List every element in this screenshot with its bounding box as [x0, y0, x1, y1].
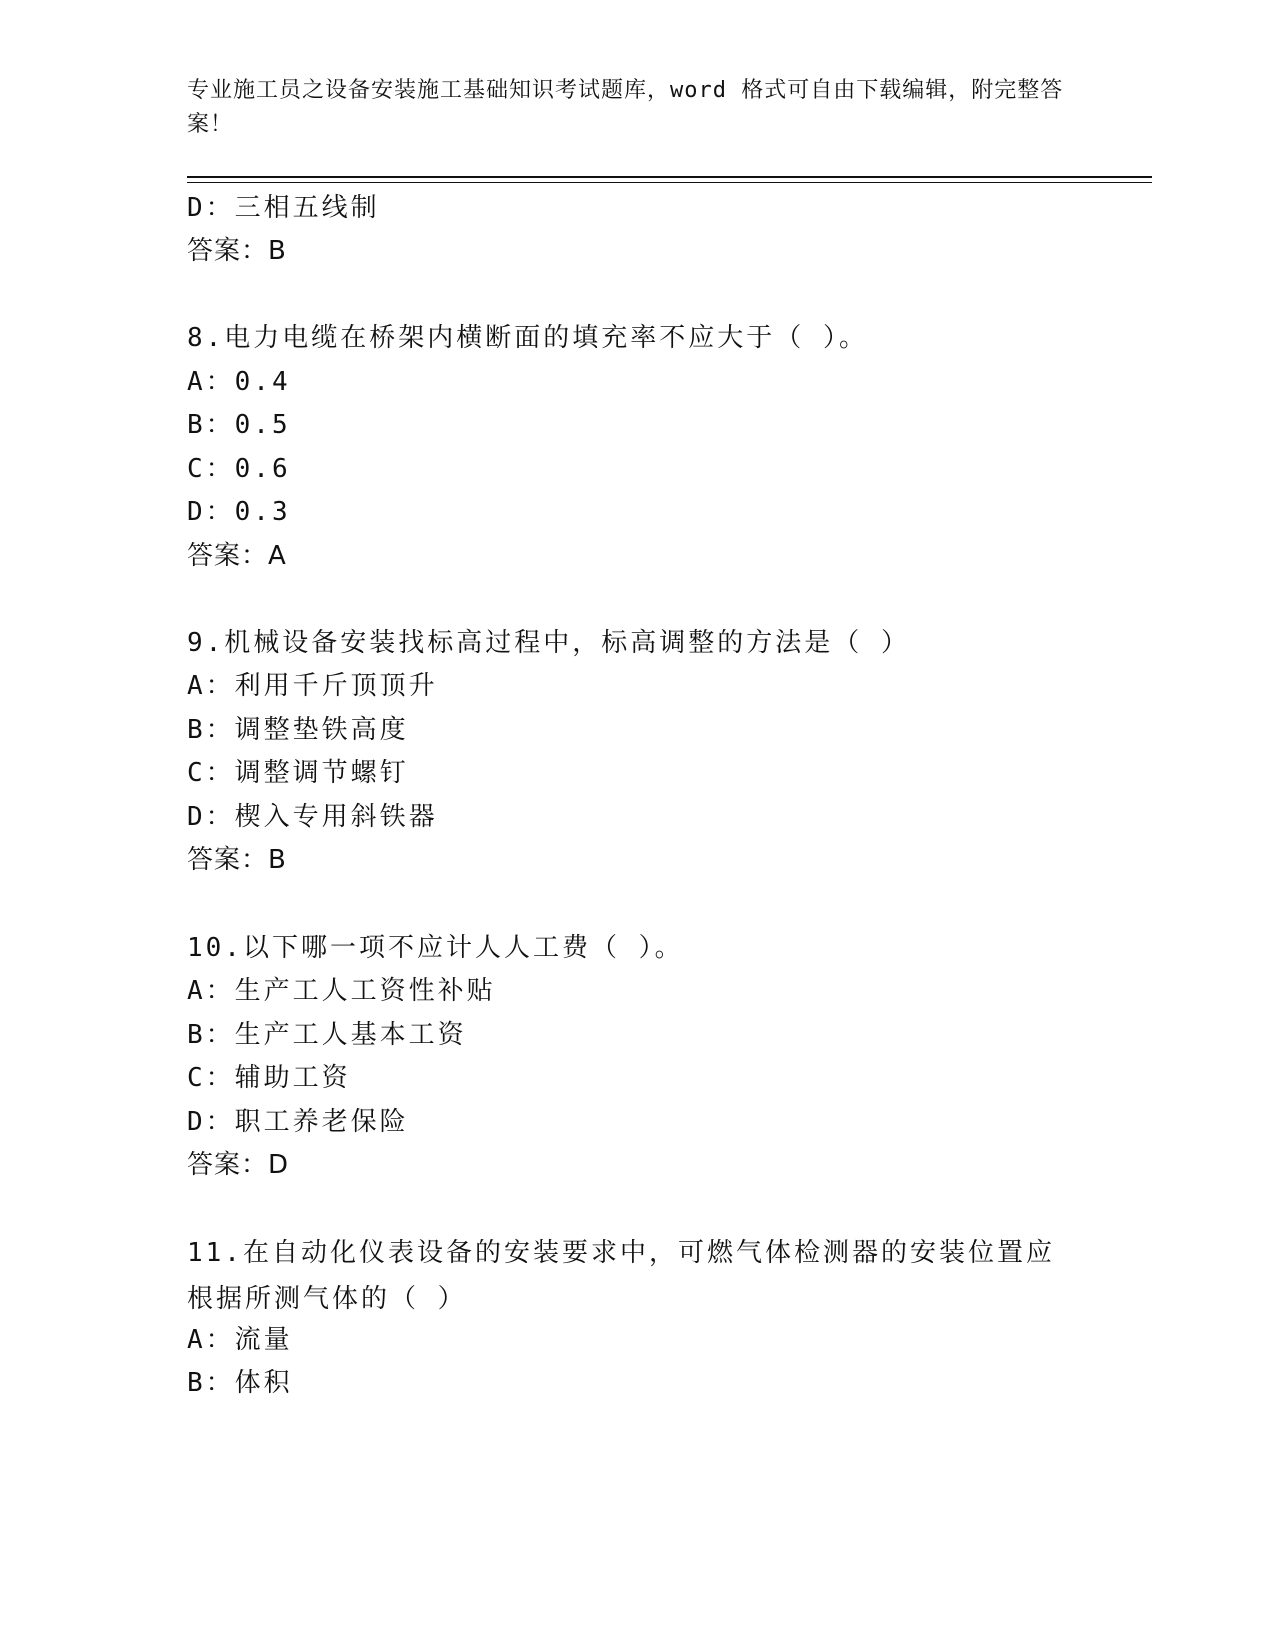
q11-option-a: A：流量 — [187, 1325, 293, 1355]
q8-option-a: A：0.4 — [187, 367, 291, 397]
header-divider-thick — [187, 176, 1152, 178]
q9-stem: 9.机械设备安装找标高过程中，标高调整的方法是（ ） — [187, 628, 910, 658]
q10-stem: 10.以下哪一项不应计人人工费（ ）。 — [187, 933, 684, 963]
q9-option-c: C：调整调节螺钉 — [187, 758, 409, 788]
q8-option-c: C：0.6 — [187, 454, 291, 484]
q9-option-d: D：楔入专用斜铁器 — [187, 802, 438, 832]
header-divider-thin — [187, 182, 1152, 183]
q8-stem: 8.电力电缆在桥架内横断面的填充率不应大于（ ）。 — [187, 323, 868, 353]
q8-option-d: D：0.3 — [187, 497, 291, 527]
q7-option-d: D：三相五线制 — [187, 193, 380, 223]
q10-option-a: A：生产工人工资性补贴 — [187, 976, 496, 1006]
q11-stem: 11.在自动化仪表设备的安装要求中，可燃气体检测器的安装位置应根据所测气体的（ ） — [187, 1238, 1055, 1314]
q10-answer: 答案：D — [187, 1150, 290, 1180]
q7-answer: 答案：B — [187, 236, 287, 266]
q10-option-b: B：生产工人基本工资 — [187, 1020, 467, 1050]
q11-option-b: B：体积 — [187, 1368, 293, 1398]
q9-answer: 答案：B — [187, 845, 287, 875]
q9-option-b: B：调整垫铁高度 — [187, 715, 409, 745]
q8-answer: 答案：A — [187, 541, 287, 571]
document-header: 专业施工员之设备安装施工基础知识考试题库，word 格式可自由下载编辑，附完整答案！ — [187, 78, 1064, 137]
q8-option-b: B：0.5 — [187, 410, 291, 440]
q10-option-c: C：辅助工资 — [187, 1063, 351, 1093]
q9-option-a: A：利用千斤顶顶升 — [187, 671, 438, 701]
q10-option-d: D：职工养老保险 — [187, 1107, 409, 1137]
